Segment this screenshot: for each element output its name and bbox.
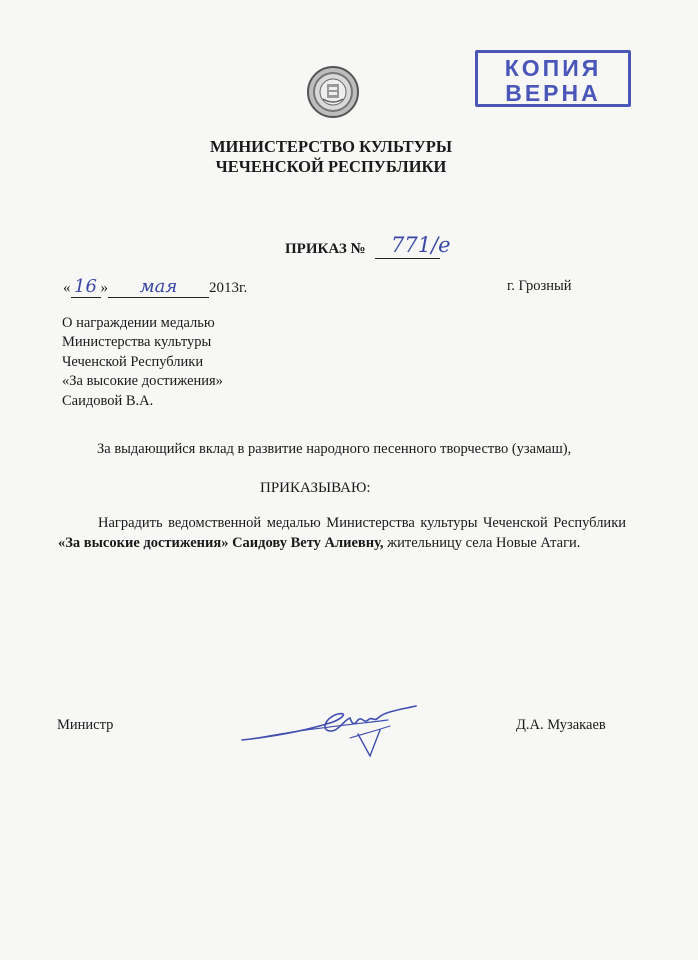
- subject-line-2: Министерства культуры: [62, 334, 212, 351]
- ministry-line-1: МИНИСТЕРСТВО КУЛЬТУРЫ: [209, 137, 453, 156]
- signatory-title: Министр: [57, 717, 114, 733]
- subject-line-5: Саидовой В.А.: [62, 392, 154, 409]
- body-part-1: Наградить ведомственной медалью Министерства культуры Чеченской Республики: [98, 515, 626, 531]
- order-body: [58, 514, 626, 553]
- order-label: ПРИКАЗ №: [285, 241, 366, 257]
- date-month-handwritten: мая: [108, 276, 209, 298]
- signatory-name: Д.А. Музакаев: [516, 717, 606, 733]
- orders-heading: ПРИКАЗЫВАЮ:: [260, 480, 371, 496]
- order-number-handwritten: 771/e: [375, 232, 440, 259]
- date-close-quote: »: [100, 280, 108, 296]
- copy-certified-stamp: [475, 50, 631, 107]
- date-year: 2013г.: [209, 280, 248, 296]
- subject-line-4: «За высокие достижения»: [62, 373, 223, 390]
- stamp-line-1: КОПИЯ: [504, 55, 602, 81]
- signature-icon: [238, 700, 428, 760]
- order-date: [63, 276, 247, 298]
- emblem-icon: [309, 68, 357, 116]
- handwritten-signature: [238, 700, 428, 765]
- date-open-quote: «: [63, 280, 71, 296]
- order-subject: [62, 314, 223, 411]
- date-day-handwritten: 16: [71, 276, 101, 298]
- coat-of-arms-emblem: [307, 66, 359, 118]
- order-city: г. Грозный: [507, 278, 572, 294]
- body-bold: «За высокие достижения» Саидову Вету Алиевну,: [58, 534, 384, 551]
- ministry-header: [150, 137, 512, 177]
- body-part-2: жительницу села Новые Атаги.: [383, 534, 581, 551]
- subject-line-1: О награждении медалью: [62, 315, 215, 331]
- ministry-line-2: ЧЕЧЕНСКОЙ РЕСПУБЛИКИ: [215, 157, 447, 176]
- stamp-line-2: ВЕРНА: [505, 80, 601, 106]
- subject-line-3: Чеченской Республики: [62, 353, 204, 370]
- order-preamble: За выдающийся вклад в развитие народного песенного творчество (узамаш),: [97, 441, 572, 457]
